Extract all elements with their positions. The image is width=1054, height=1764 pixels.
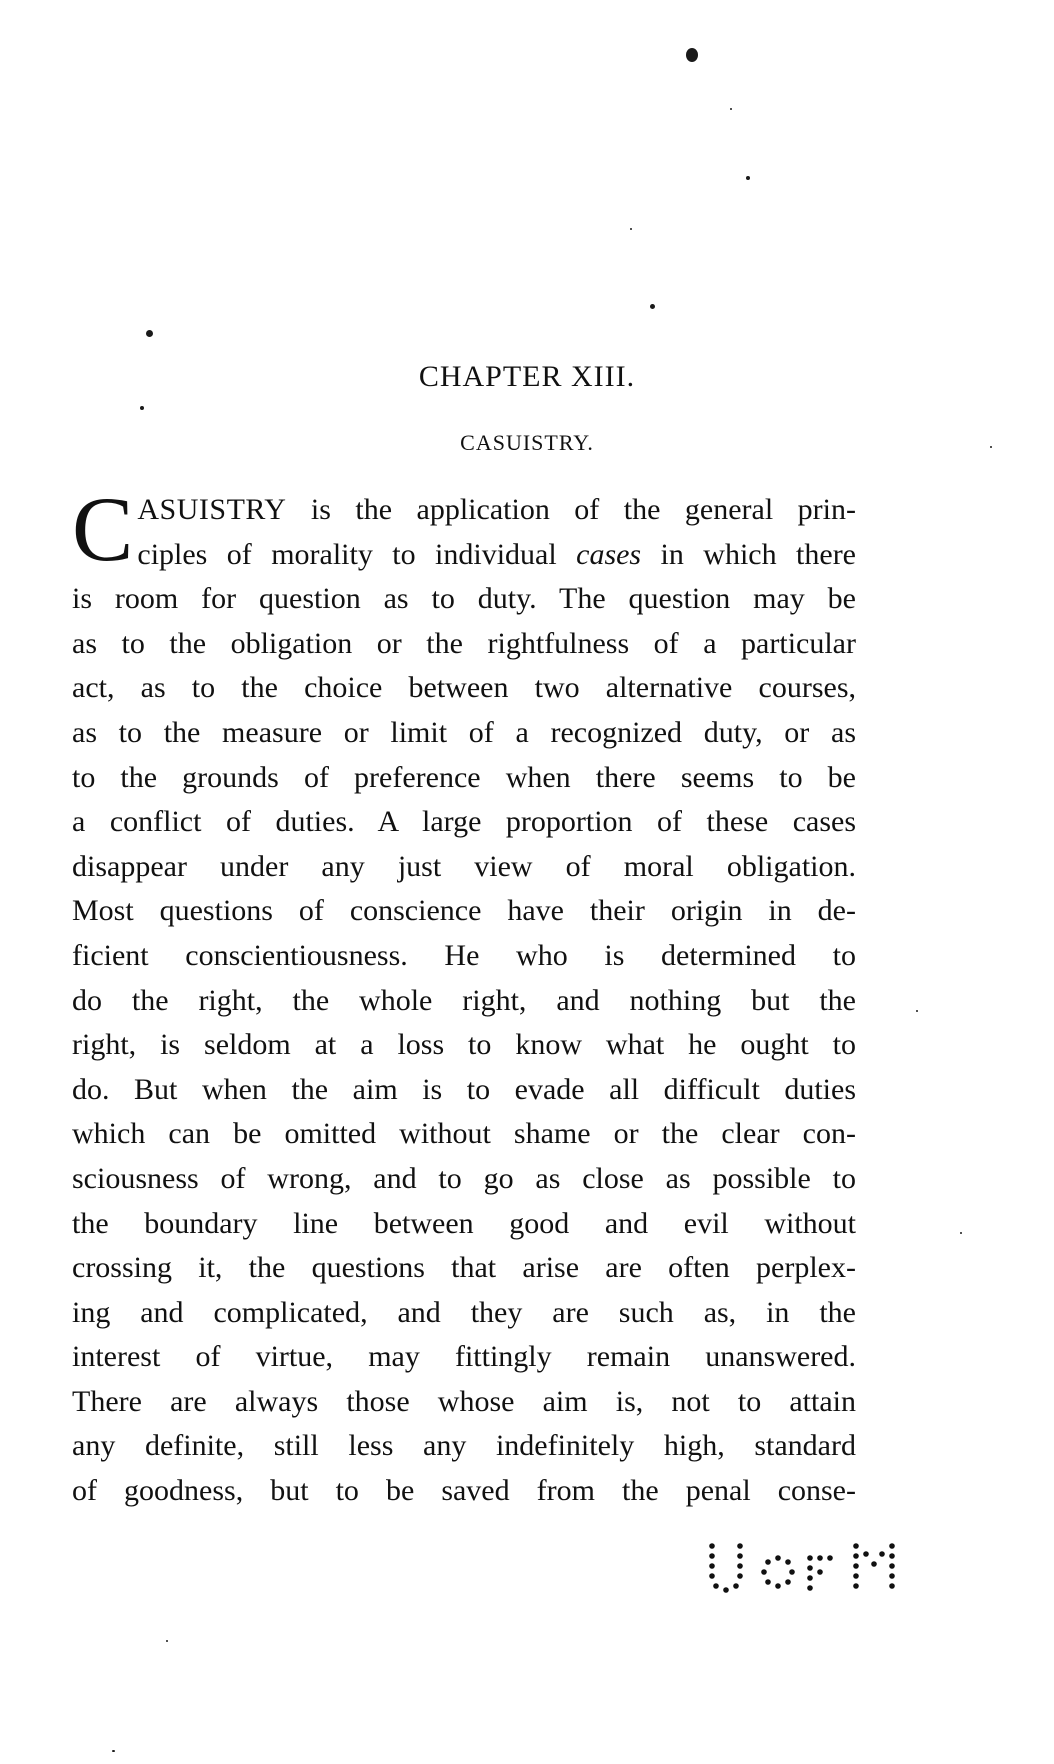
text-line: right, is seldom at a loss to know what he ought to [72, 1028, 856, 1062]
text-line: ficient conscientiousness. He who is determined to [72, 938, 856, 972]
speck-mark [686, 48, 698, 62]
text-line: interest of virtue, may fittingly remain unanswered. [72, 1340, 856, 1374]
text-line: Most questions of conscience have their origin in de- [72, 894, 856, 928]
line-text: ciples of morality to individual [137, 537, 577, 571]
text-line: any definite, still less any indefinitely high, standard [72, 1429, 856, 1463]
speck-mark [630, 228, 632, 230]
chapter-title: CHAPTER XIII. [418, 360, 636, 393]
lead-word: ASUISTRY [137, 493, 287, 526]
speck-mark [960, 1232, 962, 1234]
text-line: do the right, the whole right, and nothing but the [72, 983, 856, 1017]
speck-mark [650, 304, 655, 309]
speck-mark [746, 176, 750, 180]
text-line: a conflict of duties. A large proportion of these cases [72, 805, 856, 839]
text-line: sciousness of wrong, and to go as close as possible to [72, 1161, 856, 1195]
speck-mark [112, 1750, 115, 1752]
text-line: act, as to the choice between two alternative courses, [72, 671, 856, 705]
text-line: ing and complicated, and they are such as, in the [72, 1295, 856, 1329]
speck-mark [916, 1010, 918, 1012]
body-paragraph [72, 488, 856, 1514]
line-text: in which there [641, 537, 856, 571]
text-line [72, 488, 856, 533]
line-text: is the application of the general prin- [286, 493, 856, 526]
text-line: of goodness, but to be saved from the penal conse- [72, 1474, 856, 1508]
text-line: as to the measure or limit of a recognized duty, or as [72, 715, 856, 749]
text-line: There are always those whose aim is, not to attain [72, 1384, 856, 1418]
text-line: crossing it, the questions that arise are often perplex- [72, 1251, 856, 1285]
drop-cap: C [72, 488, 134, 578]
text-line [72, 533, 856, 578]
opening-lines [72, 488, 856, 577]
text-line: is room for question as to duty. The question may be [72, 582, 856, 616]
chapter-subtitle: CASUISTRY. [460, 430, 594, 455]
text-line: as to the obligation or the rightfulness of a particular [72, 626, 856, 660]
text-line: which can be omitted without shame or the clear con- [72, 1117, 856, 1151]
stamp-label: U of M [706, 1609, 710, 1610]
stamp-graphic [706, 1540, 906, 1610]
emphasis-word: cases [576, 537, 642, 571]
speck-mark [140, 406, 144, 410]
speck-mark [166, 1640, 168, 1642]
text-line: to the grounds of preference when there seems to be [72, 760, 856, 794]
text-line: the boundary line between good and evil without [72, 1206, 856, 1240]
speck-mark [146, 330, 153, 337]
text-line: disappear under any just view of moral obligation. [72, 849, 856, 883]
speck-mark [730, 108, 732, 110]
library-perforation-stamp [706, 1540, 906, 1610]
text-line: do. But when the aim is to evade all difficult duties [72, 1072, 856, 1106]
